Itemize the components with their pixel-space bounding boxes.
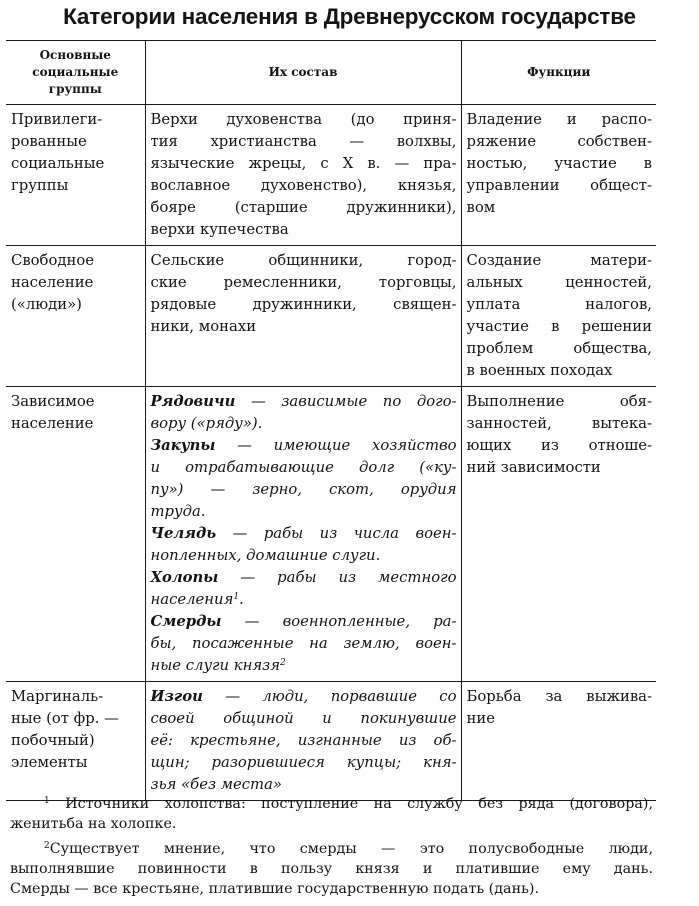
footnote-mark: 2 (280, 658, 286, 668)
composition-cell (145, 682, 461, 801)
definition-line: труда. (150, 503, 206, 520)
footnote-line (10, 839, 653, 859)
term-zakupy: Закупы (150, 437, 216, 454)
footnote-2 (10, 839, 653, 899)
definition-line: бы, посаженные на землю, воен- (150, 635, 457, 652)
table-header-row (6, 41, 656, 105)
group-cell (6, 105, 145, 246)
definition-line: её: крестьяне, изгнанные из об- (150, 732, 457, 749)
table-row (6, 246, 656, 387)
definition-line: зья «без места» (150, 776, 282, 793)
definition-line: щин; разорившиеся купцы; кня- (150, 754, 457, 771)
functions-line: вом (466, 199, 496, 216)
footnote-mark: 1 (233, 592, 240, 602)
footnote-number: 1 (44, 796, 50, 806)
definition-text: — имеющие хозяйство (215, 437, 457, 454)
term-chelyad: Челядь (150, 525, 217, 542)
group-line: элементы (11, 754, 88, 771)
functions-line: Владение и распо- (466, 111, 652, 128)
functions-line: ний зависимости (466, 459, 601, 476)
footnote-1 (10, 794, 653, 834)
composition-line: Верхи духовенства (до приня- (150, 111, 457, 128)
definition-text: — рабы из числа воен- (216, 525, 457, 542)
definition-line: и отрабатывающие долг («ку- (150, 459, 457, 476)
composition-cell (145, 246, 461, 387)
group-line: население (11, 415, 94, 432)
table-row (6, 105, 656, 246)
definition-text: — зависимые по дого- (235, 393, 457, 410)
definition-line: нопленных, домашние слуги. (150, 547, 381, 564)
term-ryadovichi: Рядовичи (150, 393, 236, 410)
definition-text: — люди, порвавшие со (202, 688, 457, 705)
group-line: побочный) (11, 732, 95, 749)
composition-line: вославное духовенство), князья, (150, 177, 457, 194)
functions-cell (461, 246, 656, 387)
group-line: население (11, 274, 94, 291)
footnote-line: Смерды — все крестьяне, платившие государственную подать (дань). (10, 881, 540, 897)
definition-text: — рабы из местного (218, 569, 457, 586)
header-line: социальные (32, 65, 119, 79)
chelyad-line (151, 523, 457, 545)
header-line: Основные (39, 48, 111, 62)
functions-cell (461, 105, 656, 246)
composition-line: ские ремесленники, торговцы, (150, 274, 457, 291)
definition-text: . (239, 591, 244, 608)
group-line: Свободное (11, 252, 95, 269)
functions-line: ностью, участие в (466, 155, 652, 172)
definition-line: своей общиной и покинувшие (150, 710, 457, 727)
group-line: ные (от фр. — (11, 710, 119, 727)
header-functions: Функции (461, 41, 656, 105)
definition-text: — военнопленные, ра- (221, 613, 457, 630)
group-line: социальные (11, 155, 105, 172)
footnote-text: Существует мнение, что смерды — это полусвободные люди, (49, 841, 653, 857)
group-line: группы (11, 177, 69, 194)
functions-line: в военных походах (466, 362, 613, 379)
group-line: Зависимое (11, 393, 95, 410)
term-izgoi: Изгои (150, 688, 203, 705)
composition-line: бояре (старшие дружинники), (150, 199, 457, 216)
group-cell (6, 682, 145, 801)
functions-line: проблем общества, (466, 340, 652, 357)
composition-cell (145, 387, 461, 682)
functions-line: Создание матери- (466, 252, 652, 269)
functions-line: ряжение собствен- (466, 133, 652, 150)
group-line: («люди») (11, 296, 82, 313)
ryadovichi-line (151, 391, 457, 413)
header-line: группы (48, 82, 102, 96)
izgoi-line (151, 686, 457, 708)
header-main-groups (6, 41, 145, 105)
functions-cell (461, 682, 656, 801)
composition-line: рядовые дружинники, священ- (150, 296, 457, 313)
functions-line: альных ценностей, (466, 274, 652, 291)
definition-line (151, 655, 457, 677)
kholopy-line (151, 567, 457, 589)
term-kholopy: Холопы (150, 569, 219, 586)
footnote-line (10, 794, 653, 814)
definition-line (151, 589, 457, 611)
functions-line: ющих из отноше- (466, 437, 652, 454)
functions-line: участие в решении (466, 318, 652, 335)
definition-text: ные слуги князя (150, 657, 281, 674)
functions-line: Борьба за выжива- (466, 688, 652, 705)
footnote-line: выполнявшие повинности в пользу князя и платившие ему дань. (10, 861, 653, 877)
definition-line: вору («ряду»). (150, 415, 263, 432)
footnote-text: Источники холопства: поступление на службу без ряда (договора), (65, 796, 653, 812)
functions-line: занностей, вытека- (466, 415, 652, 432)
group-cell (6, 387, 145, 682)
footnote-number: 2 (44, 841, 50, 851)
group-cell (6, 246, 145, 387)
functions-line: ние (466, 710, 495, 727)
functions-line: уплата налогов, (466, 296, 652, 313)
definition-text: населения (150, 591, 234, 608)
population-table (6, 40, 656, 801)
table-row (6, 682, 656, 801)
group-line: рованные (11, 133, 87, 150)
composition-line: языческие жрецы, с X в. — пра- (150, 155, 457, 172)
functions-line: управлении общест- (466, 177, 652, 194)
definition-line: пу») — зерно, скот, орудия (150, 481, 457, 498)
composition-cell (145, 105, 461, 246)
smerdy-line (151, 611, 457, 633)
composition-line: верхи купечества (150, 221, 289, 238)
term-smerdy: Смерды (150, 613, 222, 630)
page-title: Категории населения в Древнерусском государстве (63, 4, 636, 29)
footnote-line: женитьба на холопке. (10, 816, 177, 832)
group-line: Привилеги- (11, 111, 103, 128)
composition-line: ники, монахи (150, 318, 257, 335)
zakupy-line (151, 435, 457, 457)
table-row (6, 387, 656, 682)
composition-line: тия христианства — волхвы, (150, 133, 457, 150)
header-composition: Их состав (145, 41, 461, 105)
functions-line: Выполнение обя- (466, 393, 652, 410)
group-line: Маргиналь- (11, 688, 104, 705)
footnotes (10, 794, 653, 904)
composition-line: Сельские общинники, город- (150, 252, 457, 269)
functions-cell (461, 387, 656, 682)
